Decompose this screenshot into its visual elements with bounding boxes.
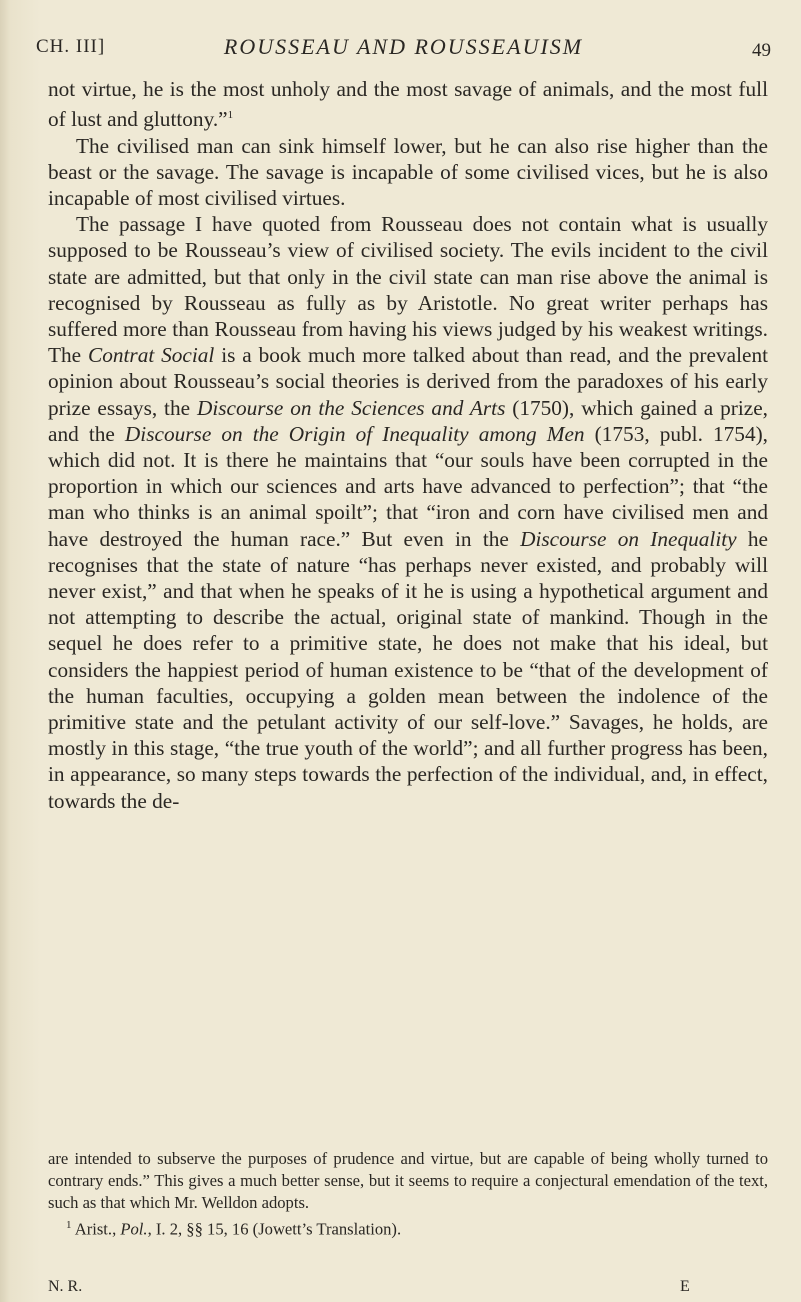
paragraph-2: The civilised man can sink himself lower, but he can also rise higher than the beast or the savage. The savage is incapable of some civilised vices, but he is also incapable of most civilised virtues. (48, 133, 768, 210)
running-header (36, 36, 771, 70)
paragraph-text: is a book much more talked about than read, and the prevalent opinion about Rousseau’s social theories is derived from the paradoxes of his early prize essays, the (48, 343, 769, 420)
work-title: Contrat Social (87, 343, 215, 368)
footnotes (48, 1148, 768, 1241)
paragraph-text: he recognises that the state of nature “has perhaps never existed, and probably will never exist,” and that when he speaks of it he is using a hypothetical argument and not attempting to describe the actual, original state of mankind. Though in the sequel he does refer to a primitive state, he does not make that his ideal, but considers the happiest period of human existence to be “that of the development of the human faculties, occupying a golden mean between the indolence of the primitive state and the petulant activity of our self-love.” Savages, he holds, are mostly in this stage, “the true youth of the world”; and all further progress has been, in appearance, so many steps towards the perfection of the individual, and, in effect, towards the de- (48, 526, 768, 813)
footnote-continuation: are intended to subserve the purposes of prudence and virtue, but are capable of being wholly turned to contrary ends.” This gives a much better sense, but it seems to require a conjectural emendation of the text, such as that which Mr. Welldon adopts. (48, 1149, 768, 1212)
gathering-letter: E (680, 1278, 690, 1295)
footnote-number: 1 (66, 1219, 72, 1231)
paragraph-text: (1750), which gained a prize, and the (48, 395, 768, 446)
work-title: Discourse on the Origin of Inequality among Men (124, 421, 585, 446)
work-title: Discourse on the Sciences and Arts (196, 395, 506, 420)
footnote-text: Arist., (71, 1219, 121, 1239)
paragraph-text: not virtue, he is the most unholy and the most savage of animals, and the most full of lust and gluttony.” (48, 77, 768, 132)
footnote-marker: 1 (227, 109, 234, 122)
footnote-1 (48, 1214, 768, 1241)
paragraph-text: The passage I have quoted from Rousseau does not contain what is usually supposed to be Rousseau’s view of civilised society. The evils incident to the civil state are admitted, but that only in the civil state can man rise above the animal is recognised by Rousseau as fully as by Aristotle. No great writer perhaps has suffered more than Rousseau from having his views judged by his weakest writings. The (48, 212, 768, 368)
running-title: ROUSSEAU AND ROUSSEAUISM (223, 34, 584, 59)
chapter-label: CH. III] (36, 36, 106, 57)
paragraph-1 (48, 76, 768, 133)
work-title: Discourse on Inequality (520, 526, 737, 551)
footnote-text: , I. 2, §§ 15, 16 (Jowett’s Translation). (147, 1219, 402, 1239)
paragraph-text: (1753, publ. 1754), which did not. It is there he maintains that “our souls have been corrupted in the proportion in which our sciences and arts have advanced to perfection”; that “the man who thinks is an animal spoilt”; that “iron and corn have civilised men and have destroyed the human race.” But even in the (48, 421, 769, 551)
page-number: 49 (752, 40, 771, 61)
signature-mark: N. R. (48, 1278, 83, 1295)
body-text (48, 76, 768, 814)
paragraph-3 (48, 211, 768, 814)
footnote-title: Pol. (120, 1219, 148, 1239)
